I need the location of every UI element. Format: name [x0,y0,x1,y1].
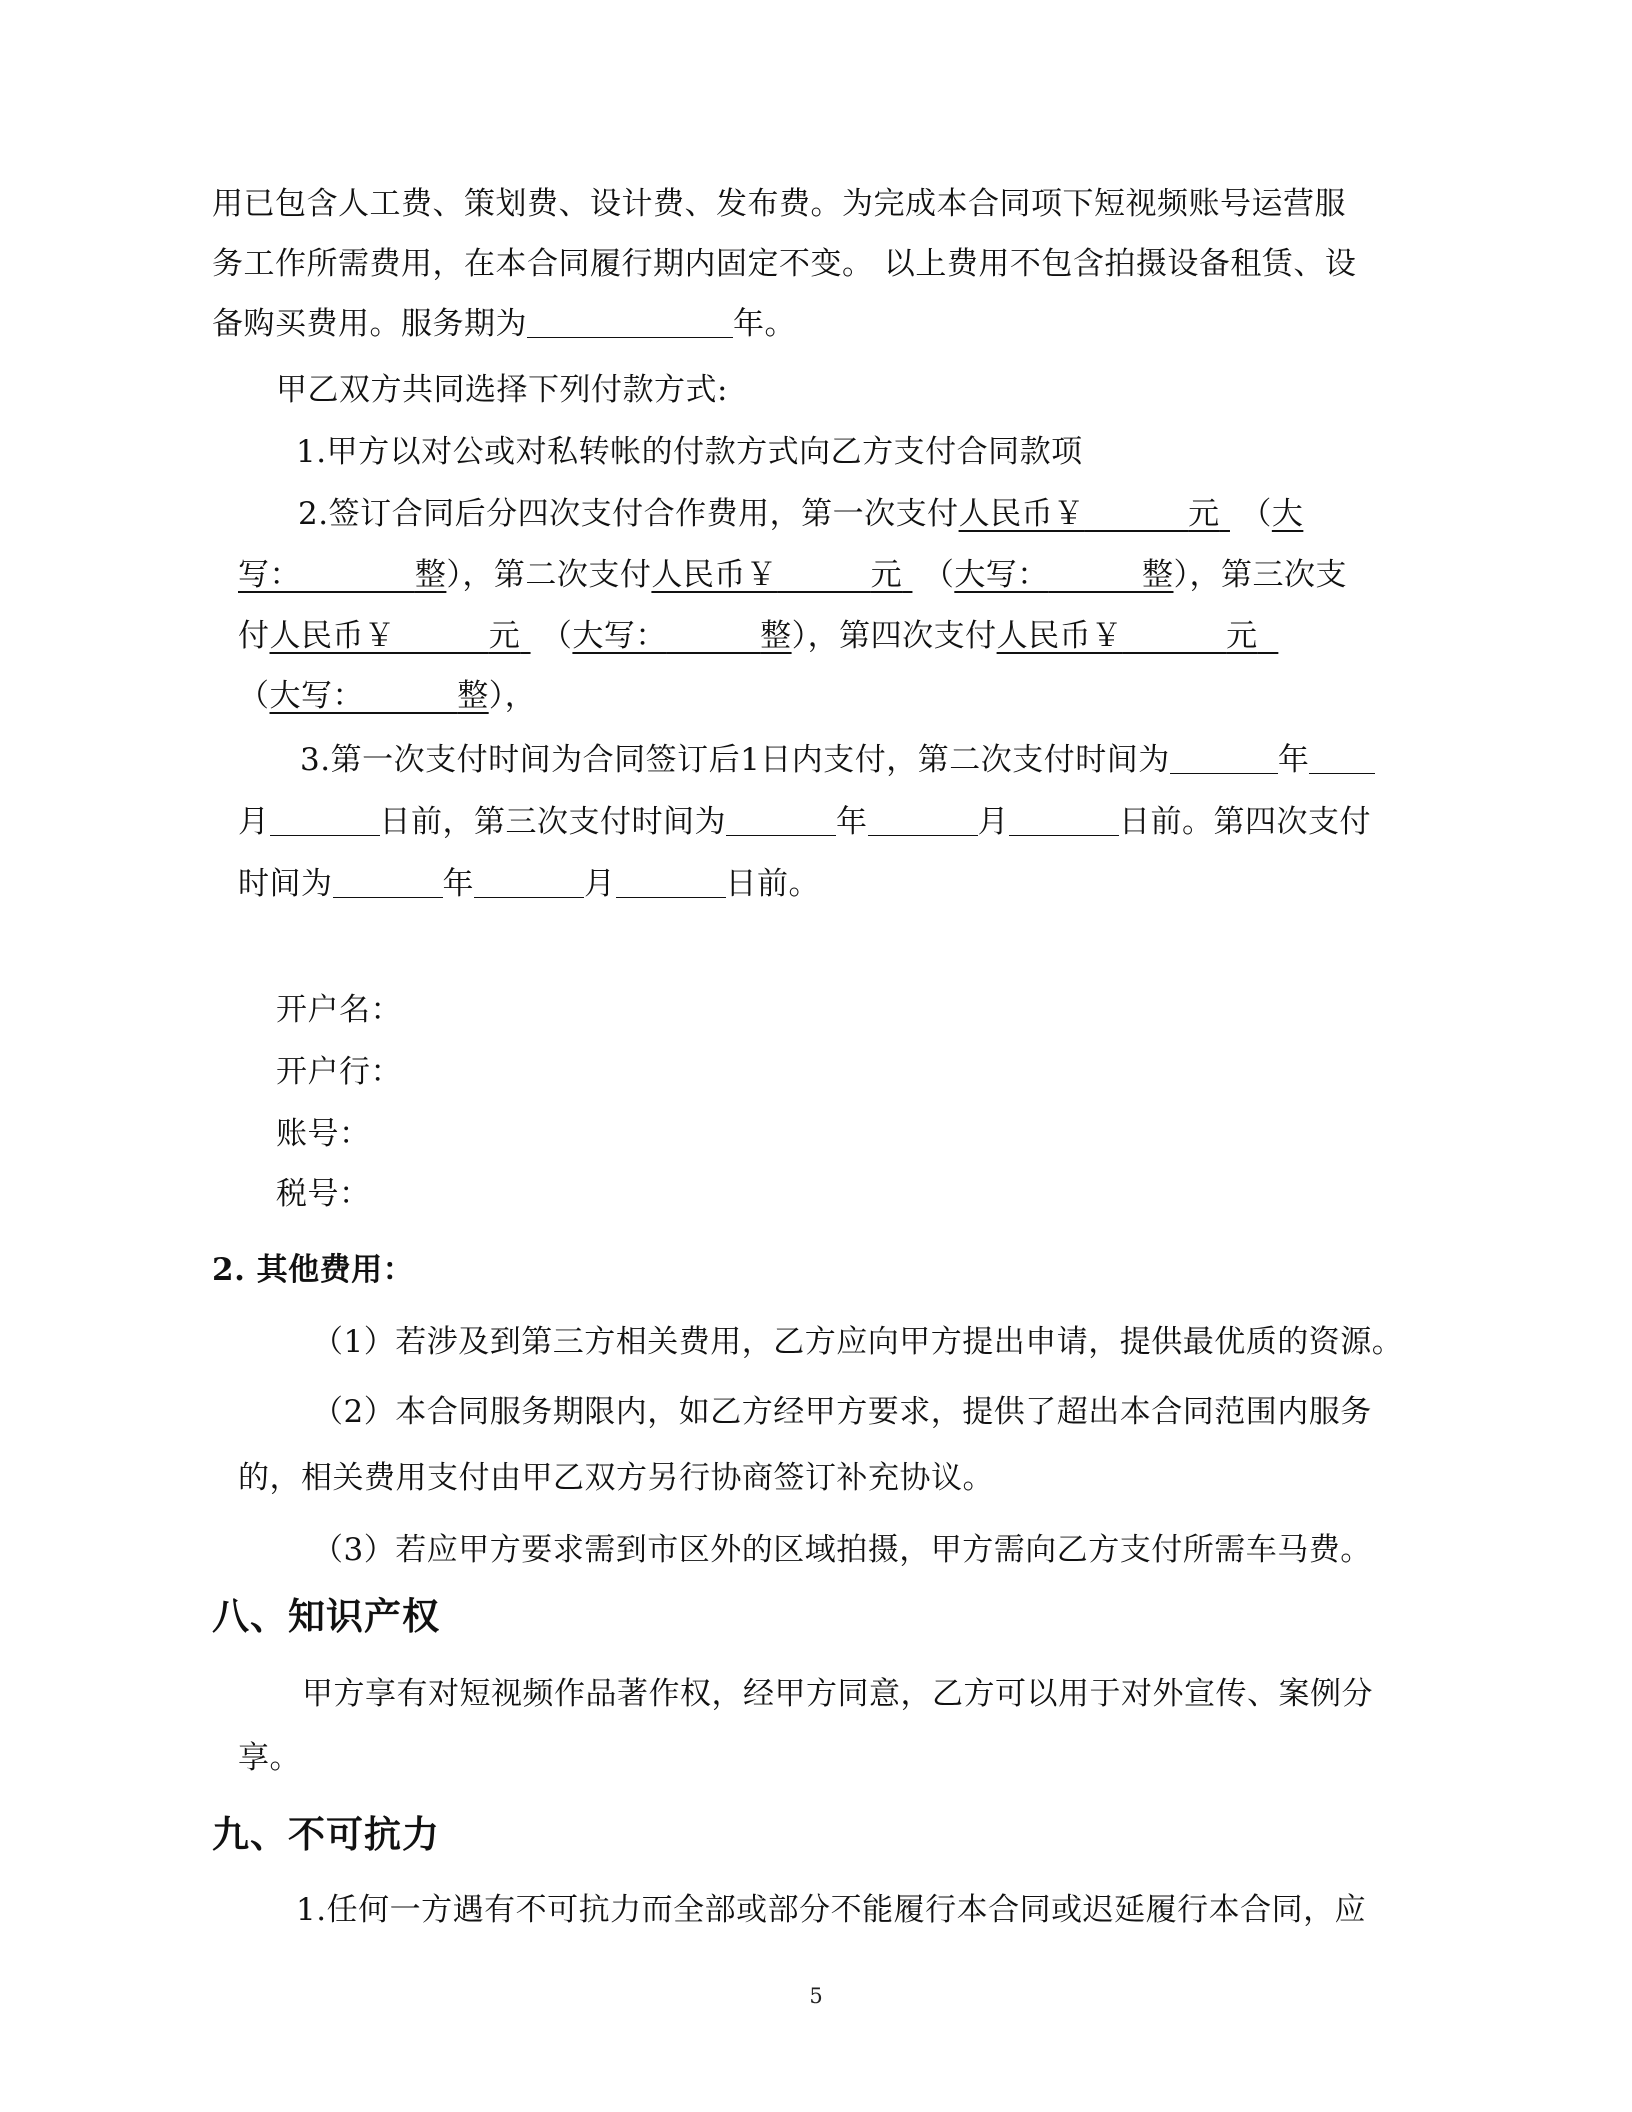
intro-text: 备购买费用。服务期为 [212,306,527,342]
payment-item-3-line-3: 时间为 年 月 日前。 [238,866,820,902]
third-pay-day-blank[interactable] [1009,807,1119,836]
account-name-label: 开户名： [276,992,402,1028]
first-payment-amount[interactable]: 人民币￥ 元 [958,496,1220,532]
payment-intro: 甲乙双方共同选择下列付款方式: [276,372,728,408]
fourth-pay-year-blank[interactable] [333,869,443,898]
intro-text-end: 年。 [733,306,796,342]
fourth-pay-month-blank[interactable] [474,869,584,898]
other-fees-p3: （3）若应甲方要求需到市区外的区域拍摄，甲方需向乙方支付所需车马费。 [312,1532,1372,1568]
other-fees-title: 2. 其他费用： [212,1252,415,1288]
payment-item-1: 1.甲方以对公或对私转帐的付款方式向乙方支付合同款项 [296,434,1083,470]
payment-item-2-line-2: 写： 整），第二次支付人民币￥ 元 （大写： 整），第三次支 [238,557,1347,593]
payment-item-2-line-1: 2.签订合同后分四次支付合作费用，第一次支付人民币￥ 元 （大 [298,496,1304,532]
section-8-p1-line-2: 享。 [238,1740,301,1776]
account-number-label: 账号： [276,1116,371,1152]
service-years-blank[interactable] [527,309,733,338]
fourth-payment-amount[interactable]: 人民币￥ 元 [996,618,1258,654]
section-9-p1: 1.任何一方遇有不可抗力而全部或部分不能履行本合同或迟延履行本合同，应 [296,1892,1367,1928]
third-pay-year-blank[interactable] [726,807,836,836]
third-pay-month-blank[interactable] [868,807,978,836]
first-payment-daxie-start: 大 [1271,496,1304,532]
page-number: 5 [809,1984,823,2008]
section-8-p1-line-1: 甲方享有对短视频作品著作权，经甲方同意，乙方可以用于对外宣传、案例分 [302,1676,1373,1712]
second-pay-month-blank-start[interactable] [1309,745,1375,774]
payment-item-2-line-4: （大写： 整）， [238,678,537,714]
item2-text: 2.签订合同后分四次支付合作费用，第一次支付 [298,496,959,532]
section-8-heading: 八、知识产权 [212,1594,440,1638]
second-pay-year-blank[interactable] [1170,745,1278,774]
third-payment-amount[interactable]: 人民币￥ 元 [269,618,521,654]
third-payment-daxie[interactable]: 大写： 整 [572,618,792,654]
account-bank-label: 开户行： [276,1054,402,1090]
other-fees-p2-line-1: （2）本合同服务期限内，如乙方经甲方要求，提供了超出本合同范围内服务 [312,1394,1372,1430]
fourth-pay-day-blank[interactable] [616,869,726,898]
second-payment-amount[interactable]: 人民币￥ 元 [651,557,903,593]
account-tax-label: 税号： [276,1176,371,1212]
intro-line-3 [212,304,796,344]
intro-line-1: 用已包含人工费、策划费、设计费、发布费。为完成本合同项下短视频账号运营服 [212,186,1346,222]
second-pay-day-blank[interactable] [270,807,380,836]
section-9-heading: 九、不可抗力 [212,1812,440,1856]
second-payment-daxie[interactable]: 大写： 整 [954,557,1174,593]
first-payment-daxie[interactable]: 写： 整 [238,557,447,593]
other-fees-p2-line-2: 的，相关费用支付由甲乙双方另行协商签订补充协议。 [238,1460,994,1496]
payment-item-3-line-2: 月 日前，第三次支付时间为 年 月 日前。第四次支付 [238,804,1371,840]
payment-item-3-line-1: 3.第一次支付时间为合同签订后1日内支付，第二次支付时间为 年 [300,740,1375,780]
payment-item-2-line-3: 付人民币￥ 元 （大写： 整），第四次支付人民币￥ 元 [238,616,1278,656]
fourth-payment-daxie[interactable]: 大写： 整 [269,678,489,714]
intro-line-2: 务工作所需费用，在本合同履行期内固定不变。 以上费用不包含拍摄设备租赁、设 [212,246,1357,282]
other-fees-p1: （1）若涉及到第三方相关费用，乙方应向甲方提出申请，提供最优质的资源。 [312,1324,1404,1360]
